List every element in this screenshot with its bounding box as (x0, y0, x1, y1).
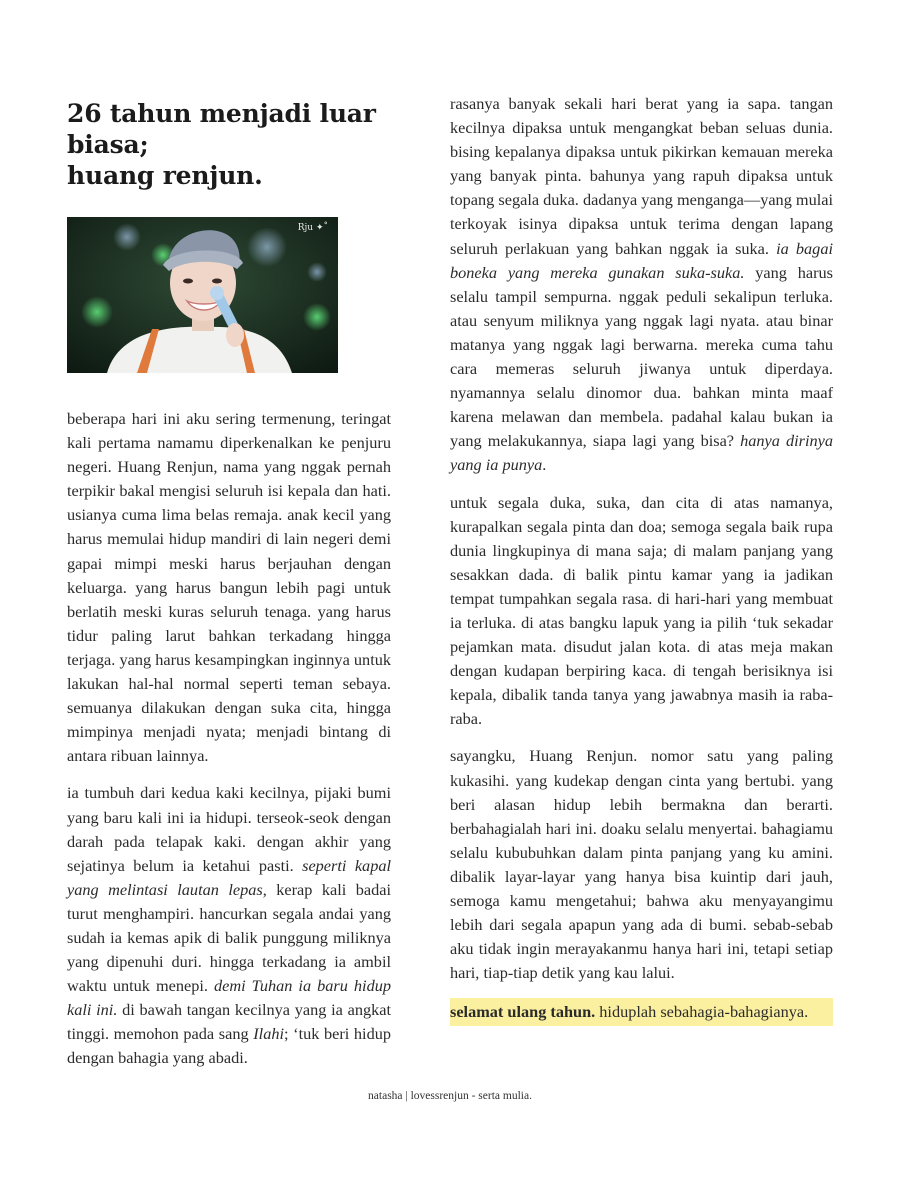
left-paragraph-1: beberapa hari ini aku sering termenung, teringat kali pertama namamu diperkenalkan ke penjuru negeri. Huang Renjun, nama yang nggak pernah terpikir bakal mengisi seluruh isi kepala dan hati. usianya cuma lima belas remaja. anak kecil yang harus memulai hidup mandiri di lain negeri demi gapai mimpi meski harus berjauhan dengan keluarga. yang harus bangun lebih pagi untuk berlatih meski kuras seluruh tenaga. yang harus tidur paling larut bahkan terkadang hingga terjaga. yang harus kesampingkan inginnya untuk lakukan hal-hal normal seperti teman sebaya. semuanya dilakukan dengan suka cita, hingga mimpinya menjadi nyata; menjadi bintang di antara ribuan lainnya. (67, 409, 391, 766)
right-paragraph-3: sayangku, Huang Renjun. nomor satu yang paling kukasihi. yang kudekap dengan cinta yang bertubi. yang beri alasan hidup lebih bermakna dan berarti. berbahagialah hari ini. doaku selalu menyertai. bahagiamu selalu kububuhkan dalam pinta panjang yang ku amini. dibalik layar-layar yang hanya bisa kuintip dari jauh, semoga kamu mengetahui; bahwa aku menyayangimu lebih dari segala apapun yang ada di bumi. sebab-sebab aku tidak ingin merayakanmu hanya hari ini, tetapi setiap hari, tiap-tiap detik yang kau lalui. (450, 746, 833, 983)
photo-watermark: Rju ✦˚ (297, 223, 328, 233)
footer-credit: natasha | lovessrenjun - serta mulia. (368, 1090, 532, 1102)
closing-highlight (450, 998, 833, 1026)
right-paragraph-2: untuk segala duka, suka, dan cita di atas namanya, kurapalkan segala pinta dan doa; semoga segala baik rupa dunia lingkupinya di mana saja; di malam panjang yang sesakkan dada. di balik pintu kamar yang ia jadikan tempat tumpahkan segala rasa. di hari-hari yang membuat ia terluka. di atas bangku lapuk yang ia pilih ‘tuk sekadar pejamkan mata. disudut jalan kota. di atas meja makan dengan kudapan berpiring kaca. di tengah berisiknya isi kepala, dibalik tanda tanya yang jawabnya masih ia raba-raba. (450, 492, 833, 729)
page-title (67, 98, 391, 191)
left-column (67, 92, 391, 1071)
closing-bold: selamat ulang tahun. (450, 1002, 596, 1022)
portrait-illustration (67, 217, 338, 373)
right-column (450, 92, 833, 1026)
title-line-1: 26 tahun menjadi luar biasa; (67, 99, 376, 159)
portrait-photo (67, 217, 338, 373)
right-paragraph-1: rasanya banyak sekali hari berat yang ia sapa. tangan kecilnya dipaksa untuk mengangkat beban seluas dunia. bising kepalanya dipaksa untuk pikirkan kemauan mereka yang banyak pinta. bahunya yang rapuh dipaksa untuk topang segala duka. dadanya yang menganga—yang mulai terkoyak isinya dipaksa untuk terima dengan lapang seluruh perlakuan yang bahkan nggak ia suka. ia bagai boneka yang mereka gunakan suka-suka. yang harus selalu tampil sempurna. nggak peduli sekalipun terluka. atau senyum miliknya yang nggak lagi nyata. atau binar matanya yang nggak lagi berwarna. mereka cuma tahu cara memeras seluruh jiwanya untuk diperdaya. nyamannya selalu dinomor dua. bahkan minta maaf karena melawan dan membela. padahal kalau bukan ia yang melakukannya, siapa lagi yang bisa? hanya dirinya yang ia punya. (450, 94, 834, 475)
left-paragraph-2: ia tumbuh dari kedua kaki kecilnya, pijaki bumi yang baru kali ini ia hidupi. terseok-seok dengan darah pada telapak kaki. dengan akhir yang sejatinya belum ia ketahui pasti. seperti kapal yang melintasi lautan lepas, kerap kali badai turut menghampiri. hancurkan segala andai yang sudah ia kemas apik di balik punggung miliknya yang dipenuhi duri. hingga terkadang ia ambil waktu untuk menepi. demi Tuhan ia baru hidup kali ini. di bawah tangan kecilnya yang ia angkat tinggi. memohon pada sang Ilahi; ‘tuk beri hidup dengan bahagia yang abadi. (67, 783, 392, 1068)
closing-line (450, 998, 833, 1026)
title-line-2: huang renjun. (67, 161, 263, 190)
closing-rest: hiduplah sebahagia-bahagianya. (595, 1002, 809, 1022)
